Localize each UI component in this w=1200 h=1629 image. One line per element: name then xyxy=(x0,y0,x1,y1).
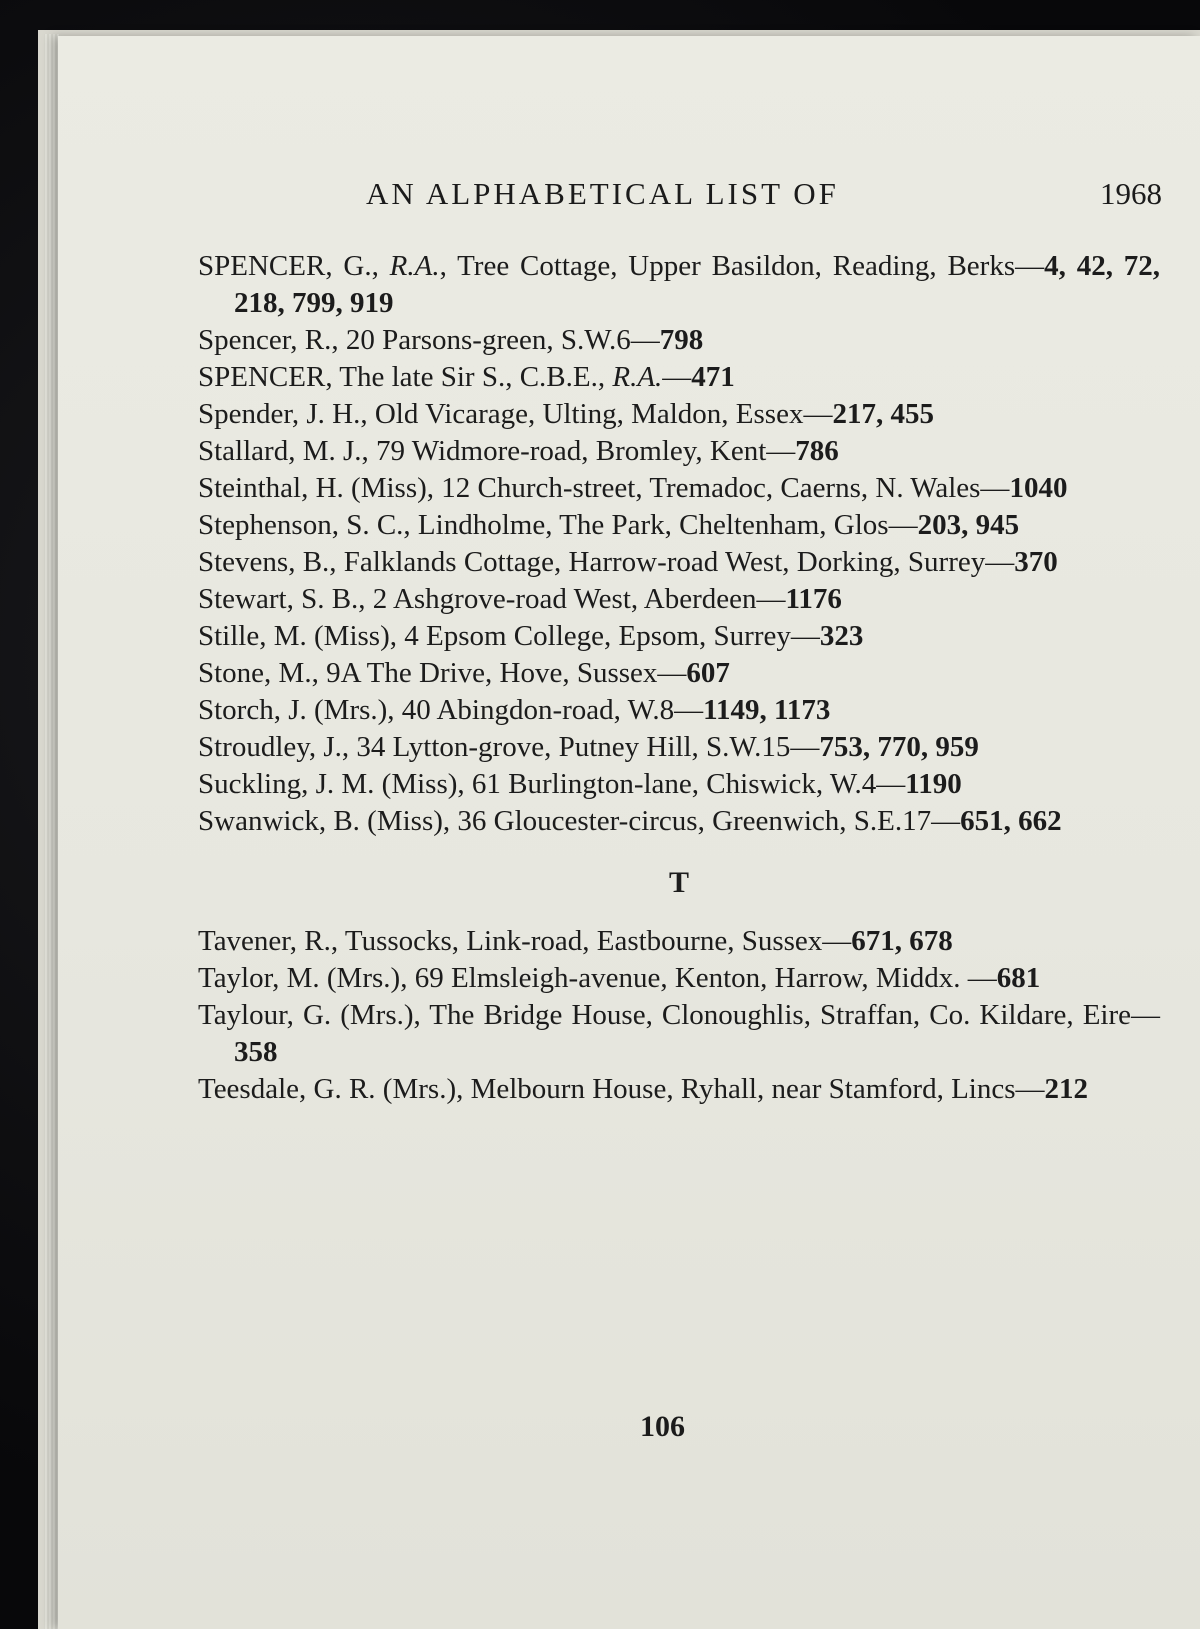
list-entry: SPENCER, G., R.A., Tree Cottage, Upper Basildon, Reading, Berks—4, 42, 72, 218, 799, 919 xyxy=(198,250,1160,319)
list-entry: Taylour, G. (Mrs.), The Bridge House, Clonoughlis, Straffan, Co. Kildare, Eire—358 xyxy=(198,999,1160,1068)
list-entry: Spencer, R., 20 Parsons-green, S.W.6—798 xyxy=(198,324,704,356)
list-entry: Spender, J. H., Old Vicarage, Ulting, Maldon, Essex—217, 455 xyxy=(198,398,934,430)
section-letter: T xyxy=(668,866,689,899)
list-entry: Stille, M. (Miss), 4 Epsom College, Epsom, Surrey—323 xyxy=(198,620,864,652)
running-head-year: 1968 xyxy=(1100,176,1162,211)
list-entry: Suckling, J. M. (Miss), 61 Burlington-lane, Chiswick, W.4—1190 xyxy=(198,768,962,800)
page-number: 106 xyxy=(640,1410,685,1443)
entry-list xyxy=(198,248,1160,1108)
list-entry: Tavener, R., Tussocks, Link-road, Eastbourne, Sussex—671, 678 xyxy=(198,925,953,957)
list-entry: Taylor, M. (Mrs.), 69 Elmsleigh-avenue, Kenton, Harrow, Middx. —681 xyxy=(198,962,1041,994)
list-entry: Swanwick, B. (Miss), 36 Gloucester-circus, Greenwich, S.E.17—651, 662 xyxy=(198,805,1062,837)
list-entry: Storch, J. (Mrs.), 40 Abingdon-road, W.8—1149, 1173 xyxy=(198,694,831,726)
list-entry: Teesdale, G. R. (Mrs.), Melbourn House, Ryhall, near Stamford, Lincs—212 xyxy=(198,1073,1088,1105)
list-entry: Stroudley, J., 34 Lytton-grove, Putney Hill, S.W.15—753, 770, 959 xyxy=(198,731,979,763)
list-entry: Stewart, S. B., 2 Ashgrove-road West, Aberdeen—1176 xyxy=(198,583,842,615)
list-entry: SPENCER, The late Sir S., C.B.E., R.A.—471 xyxy=(198,361,735,393)
list-entry: Stone, M., 9A The Drive, Hove, Sussex—607 xyxy=(198,657,730,689)
list-entry: Stevens, B., Falklands Cottage, Harrow-road West, Dorking, Surrey—370 xyxy=(198,546,1058,578)
list-entry: Steinthal, H. (Miss), 12 Church-street, Tremadoc, Caerns, N. Wales—1040 xyxy=(198,472,1068,504)
list-entry: Stallard, M. J., 79 Widmore-road, Bromley, Kent—786 xyxy=(198,435,839,467)
running-head: AN ALPHABETICAL LIST OF xyxy=(366,176,839,211)
list-entry: Stephenson, S. C., Lindholme, The Park, Cheltenham, Glos—203, 945 xyxy=(198,509,1020,541)
